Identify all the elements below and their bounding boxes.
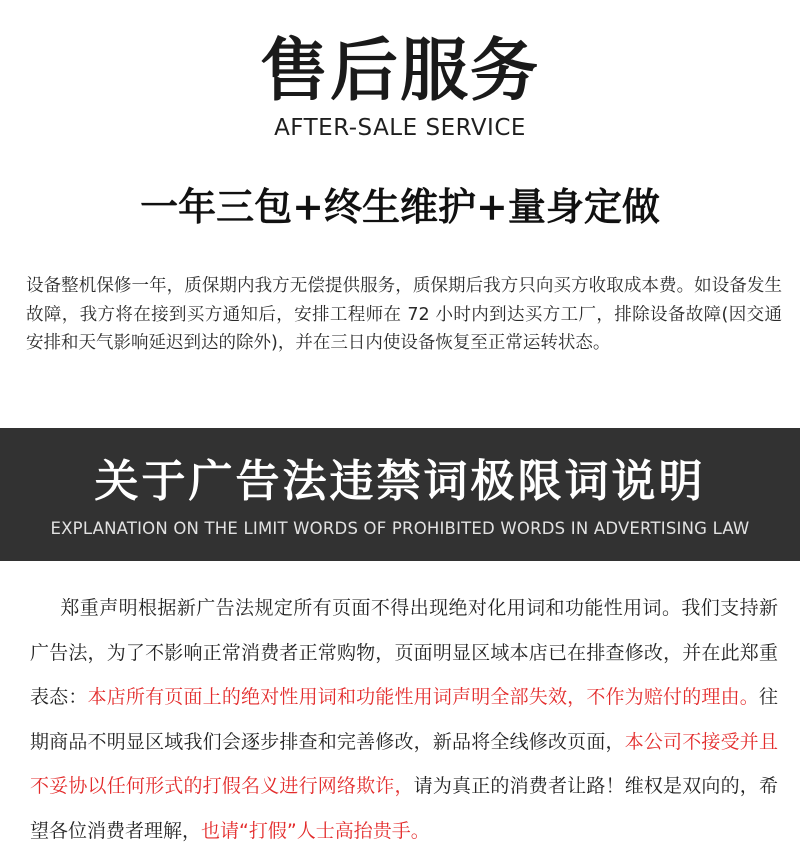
- statement-highlight: 本店所有页面上的绝对性用词和功能性用词声明全部失效，不作为赔付的理由。: [87, 686, 759, 708]
- service-description: 设备整机保修一年，质保期内我方无偿提供服务，质保期后我方只向买方收取成本费。如设备发生故障，我方将在接到买方通知后，安排工程师在 72 小时内到达买方工厂，排除设备故障(因交通安排和天气影响延迟到达的除外)，并在三日内使设备恢复至正常运转状态。: [26, 276, 782, 353]
- statement-highlight: 本公司不接受并且不妥协以任何形式的打假名义进行网络欺诈，: [30, 730, 778, 797]
- statement-text: 请为真正的消费者让路！维权是双向的，希望各位消费者理解，: [30, 775, 778, 842]
- statement-text: 郑重声明根据新广告法规定所有页面不得出现绝对化用词和功能性用词。我们支持新广告法，为了不影响正常消费者正常购物，页面明显区域本店已在排查修改，并在此郑重表态：: [30, 597, 778, 708]
- after-sale-service-section: [0, 0, 800, 428]
- statement-text: 往期商品不明显区域我们会逐步排查和完善修改，新品将全线修改页面，: [30, 686, 778, 753]
- advertising-law-banner: [0, 428, 800, 561]
- page-title: 售后服务: [259, 32, 540, 111]
- banner-title: 关于广告法违禁词极限词说明: [94, 456, 706, 507]
- service-slogan: 一年三包+终生维护+量身定做: [140, 184, 660, 229]
- statement-highlight: 也请“打假”人士高抬贵手。: [201, 819, 430, 842]
- page-subtitle: AFTER-SALE SERVICE: [274, 115, 526, 141]
- banner-subtitle: EXPLANATION ON THE LIMIT WORDS OF PROHIBITED WORDS IN ADVERTISING LAW: [50, 519, 750, 538]
- statement-paragraph: [30, 586, 778, 853]
